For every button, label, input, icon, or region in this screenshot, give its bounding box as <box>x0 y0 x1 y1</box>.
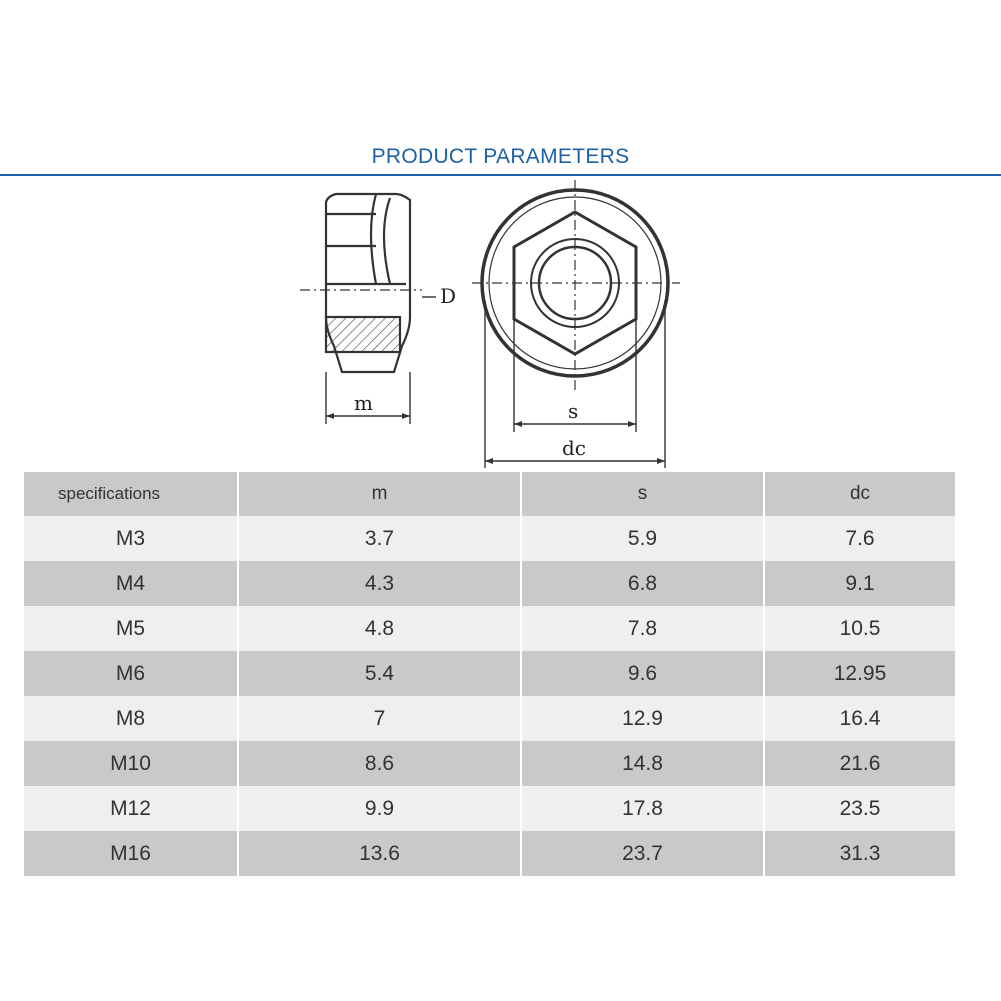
header-specifications: specifications <box>58 484 161 503</box>
label-m: m <box>354 391 373 415</box>
cell-s: 5.9 <box>521 516 764 561</box>
cell-spec: M16 <box>110 841 151 865</box>
cell-dc: 16.4 <box>764 696 955 741</box>
cell-dc: 31.3 <box>764 831 955 876</box>
cell-spec: M6 <box>115 661 146 685</box>
cell-m: 9.9 <box>238 786 521 831</box>
cell-s: 23.7 <box>521 831 764 876</box>
cell-spec: M8 <box>115 706 146 730</box>
side-view <box>300 194 436 424</box>
cell-s: 7.8 <box>521 606 764 651</box>
table-row <box>24 696 955 741</box>
table-row <box>24 561 955 606</box>
cell-dc: 10.5 <box>764 606 955 651</box>
cell-m: 8.6 <box>238 741 521 786</box>
specifications-table <box>24 472 955 876</box>
cell-m: 3.7 <box>238 516 521 561</box>
label-dc: dc <box>562 436 587 460</box>
table-row <box>24 831 955 876</box>
cell-m: 4.8 <box>238 606 521 651</box>
page-title: PRODUCT PARAMETERS <box>371 145 630 168</box>
cell-dc: 9.1 <box>764 561 955 606</box>
cell-s: 6.8 <box>521 561 764 606</box>
table-row <box>24 516 955 561</box>
label-s: s <box>568 399 579 423</box>
cell-spec: M5 <box>115 616 146 640</box>
cell-dc: 21.6 <box>764 741 955 786</box>
cell-m: 4.3 <box>238 561 521 606</box>
cell-s: 9.6 <box>521 651 764 696</box>
header-m: m <box>238 472 521 516</box>
cell-m: 13.6 <box>238 831 521 876</box>
cell-m: 7 <box>238 696 521 741</box>
table-header-row <box>24 472 955 516</box>
flange-nut-drawing <box>0 176 1001 471</box>
header-dc: dc <box>764 472 955 516</box>
cell-spec: M12 <box>110 796 151 820</box>
cell-s: 17.8 <box>521 786 764 831</box>
table-row <box>24 741 955 786</box>
cell-dc: 7.6 <box>764 516 955 561</box>
cell-s: 12.9 <box>521 696 764 741</box>
table-row <box>24 651 955 696</box>
label-D: D <box>440 284 457 308</box>
cell-m: 5.4 <box>238 651 521 696</box>
cell-spec: M3 <box>115 526 146 550</box>
cell-s: 14.8 <box>521 741 764 786</box>
top-view <box>472 180 680 468</box>
cell-dc: 12.95 <box>764 651 955 696</box>
header-s: s <box>521 472 764 516</box>
cell-spec: M4 <box>115 571 146 595</box>
table-row <box>24 786 955 831</box>
cell-spec: M10 <box>110 751 151 775</box>
cell-dc: 23.5 <box>764 786 955 831</box>
table-row <box>24 606 955 651</box>
